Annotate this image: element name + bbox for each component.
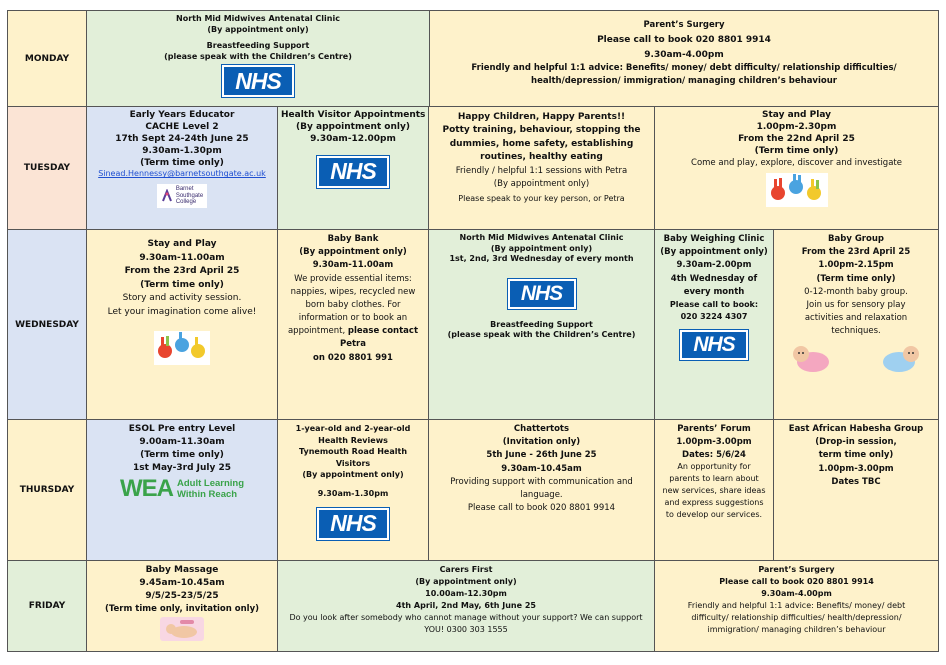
surgery-phone: Please call to book 020 8801 9914 — [719, 577, 874, 586]
habesha-time: 1.00pm-3.00pm — [818, 463, 894, 474]
chatter-phone-text: Please call to book 020 8801 9914 — [467, 503, 616, 514]
contact-email-link[interactable]: Sinead.Hennessy@barnetsouthgate.ac.uk — [98, 169, 266, 179]
college-name-1: Barnet — [175, 185, 194, 192]
surgery-title: Parent’s Surgery — [758, 565, 835, 574]
surgery-advice-3: immigration/ managing children’s behaviour — [707, 625, 886, 634]
stay-desc-2: Let your imagination come alive! — [107, 306, 257, 317]
weigh-week: 4th Wednesday of — [670, 273, 758, 284]
reviews-time: 9.30am-1.30pm — [317, 488, 389, 498]
bank-title: Baby Bank — [327, 234, 379, 244]
appointment-note: (By appointment only) — [299, 247, 407, 258]
handprints-icon — [154, 331, 210, 365]
group-desc-4: techniques. — [831, 326, 881, 337]
habesha-dates: Dates TBC — [831, 476, 881, 487]
reviews-title-4: Visitors — [335, 458, 371, 468]
group-title: Baby Group — [828, 234, 884, 244]
habesha-term: term time only) — [818, 450, 894, 461]
baby-pink-icon — [791, 342, 831, 374]
group-from: From the 23rd April 25 — [801, 247, 911, 258]
reviews-title-2: Health Reviews — [318, 435, 388, 445]
tuesday-health-visitor — [277, 106, 429, 230]
appointment-note: (By appointment only) — [415, 577, 517, 586]
thursday-esol — [86, 419, 278, 561]
handprints-icon — [766, 173, 828, 207]
surgery-time: 9.30am-4.00pm — [644, 49, 724, 60]
happy-desc-6: Please speak to your key person, or Petra — [458, 194, 625, 204]
stay-from: From the 23rd April 25 — [124, 266, 240, 276]
course-title: Early Years Educator — [129, 110, 235, 120]
term-note: (Term time only) — [816, 273, 896, 284]
bank-desc-5 — [281, 325, 425, 338]
hv-title: Health Visitor Appointments — [281, 110, 426, 120]
wea-tagline-2: Within Reach — [176, 489, 238, 501]
wednesday-baby-group — [773, 229, 939, 420]
thursday-chattertots — [428, 419, 655, 561]
clinic-weeks: 1st, 2nd, 3rd Wednesday of every month — [449, 254, 634, 264]
baby-blue-icon — [881, 342, 921, 374]
wednesday-stay-and-play — [86, 229, 278, 420]
nhs-logo: NHS — [317, 156, 389, 188]
chatter-time: 9.30am-10.45am — [501, 463, 582, 474]
bank-contact: please contact — [347, 326, 419, 337]
college-name-2: Southgate — [175, 192, 204, 199]
course-dates: 17th Sept 24-24th June 25 — [115, 133, 249, 144]
day-label: WEDNESDAY — [15, 319, 79, 330]
stay-desc: Come and play, explore, discover and investigate — [691, 157, 902, 168]
esol-dates: 1st May-3rd July 25 — [132, 463, 232, 474]
appointment-note: (By appointment only) — [302, 470, 404, 480]
day-friday — [7, 560, 87, 652]
happy-desc-1: Potty training, behaviour, stopping the — [442, 125, 641, 136]
nhs-logo: NHS — [508, 279, 576, 309]
esol-title: ESOL Pre entry Level — [128, 424, 236, 434]
carers-title: Carers First — [439, 565, 493, 574]
breastfeeding-note: (please speak with the Children’s Centre) — [447, 330, 636, 340]
term-note: (Term time only) — [140, 157, 224, 168]
bank-time: 9.30am-11.00am — [312, 260, 394, 271]
forum-desc-5: to develop our services. — [665, 510, 763, 520]
surgery-advice-cont: health/depression/ immigration/ managing children’s behaviour — [531, 75, 837, 86]
happy-desc-5: (By appointment only) — [493, 179, 590, 190]
bank-desc-2: nappies, wipes, recycled new — [290, 286, 416, 297]
group-time: 1.00pm-2.15pm — [818, 260, 894, 271]
forum-desc-3: new services, share ideas — [662, 486, 766, 496]
stay-time: 9.30am-11.00am — [139, 252, 225, 263]
surgery-time: 9.30am-4.00pm — [761, 589, 832, 598]
forum-desc-1: An opportunity for — [677, 462, 751, 472]
forum-desc-2: parents to learn about — [669, 474, 759, 484]
tuesday-early-years-educator — [86, 106, 278, 230]
massage-term: (Term time only, invitation only) — [104, 604, 260, 615]
monday-antenatal-clinic — [86, 10, 430, 107]
weigh-time: 9.30am-2.00pm — [676, 260, 752, 271]
carers-time: 10.00am-12.30pm — [425, 589, 507, 598]
tuesday-happy-children — [428, 106, 655, 230]
forum-title: Parents’ Forum — [677, 424, 751, 434]
day-monday — [7, 10, 87, 107]
carers-dates: 4th April, 2nd May, 6th June 25 — [396, 601, 536, 610]
nhs-logo: NHS — [680, 330, 748, 360]
carers-desc-1: Do you look after somebody who cannot manage without your support? We can support — [289, 613, 643, 622]
happy-desc-4: Friendly / helpful 1:1 sessions with Petra — [455, 165, 628, 176]
group-desc-2: Join us for sensory play — [806, 299, 906, 310]
tuesday-stay-and-play — [654, 106, 939, 230]
habesha-title: East African Habesha Group — [788, 424, 924, 434]
clinic-title: North Mid Midwives Antenatal Clinic — [176, 14, 340, 23]
breastfeeding-title: Breastfeeding Support — [490, 319, 593, 329]
appointment-note: (By appointment only) — [296, 121, 410, 132]
group-desc-3: activities and relaxation — [804, 313, 908, 324]
reviews-title-1: 1-year-old and 2-year-old — [295, 424, 411, 433]
weigh-title: Baby Weighing Clinic — [663, 234, 765, 244]
weigh-phone: 020 3224 4307 — [680, 312, 748, 322]
habesha-drop: (Drop-in session, — [815, 437, 897, 448]
chatter-desc-1: Providing support with communication and — [450, 476, 633, 487]
course-level: CACHE Level 2 — [145, 121, 219, 132]
term-note: (Term time only) — [754, 145, 839, 156]
nhs-logo: NHS — [317, 508, 389, 540]
term-note: (Term time only) — [140, 450, 224, 461]
stay-desc-1: Story and activity session. — [122, 293, 242, 303]
college-name-3: College — [175, 199, 197, 206]
chatter-dates: 5th June - 26th June 25 — [486, 450, 597, 461]
wea-mark: WEA — [119, 475, 173, 503]
day-label: MONDAY — [24, 53, 70, 64]
barnet-southgate-logo — [157, 184, 207, 208]
day-label: THURSDAY — [19, 485, 75, 495]
wea-tagline-1: Adult Learning — [176, 477, 245, 489]
wednesday-baby-bank — [277, 229, 429, 420]
baby-massage-icon — [160, 617, 204, 641]
invitation-note: (Invitation only) — [502, 437, 581, 448]
friday-carers-first — [277, 560, 655, 652]
term-note: (Term time only) — [140, 279, 224, 290]
weigh-book: Please call to book: — [669, 299, 759, 309]
bank-desc-5a: appointment, — [287, 326, 348, 337]
surgery-title: Parent’s Surgery — [643, 20, 725, 30]
friday-baby-massage — [86, 560, 278, 652]
forum-time: 1.00pm-3.00pm — [676, 436, 752, 447]
surgery-phone: Please call to book 020 8801 9914 — [597, 35, 771, 46]
surgery-advice: Friendly and helpful 1:1 advice: Benefits/ money/ debt difficulty/ relationship difficulties/ — [471, 62, 897, 73]
stay-time: 1.00pm-2.30pm — [756, 121, 837, 132]
friday-parents-surgery — [654, 560, 939, 652]
weigh-week-cont: every month — [683, 286, 745, 297]
reviews-title-3: Tynemouth Road Health — [298, 447, 408, 457]
day-wednesday — [7, 229, 87, 420]
appointment-note: (By appointment only) — [207, 24, 309, 34]
monday-parents-surgery — [429, 10, 939, 107]
wednesday-antenatal-clinic — [428, 229, 655, 420]
day-label: FRIDAY — [28, 601, 66, 611]
happy-title: Happy Children, Happy Parents!! — [457, 112, 626, 122]
stay-title: Stay and Play — [762, 110, 831, 120]
forum-dates: Dates: 5/6/24 — [682, 449, 746, 460]
breastfeeding-note: (please speak with the Children’s Centre) — [164, 51, 352, 61]
chatter-desc-2: language. — [520, 489, 563, 500]
forum-desc-4: and express suggestions — [664, 498, 764, 508]
day-thursday — [7, 419, 87, 561]
stay-title: Stay and Play — [147, 239, 217, 249]
esol-time: 9.00am-11.30am — [139, 437, 225, 448]
thursday-health-reviews — [277, 419, 429, 561]
bank-desc-3: born baby clothes. For — [305, 299, 401, 310]
bank-contact-name: Petra — [340, 339, 366, 350]
hv-time: 9.30am-12.00pm — [310, 133, 396, 144]
appointment-note: (By appointment only) — [490, 243, 593, 253]
chatter-phone — [432, 502, 651, 515]
chatter-title: Chattertots — [513, 424, 570, 434]
bank-desc-1: We provide essential items: — [294, 273, 412, 284]
thursday-habesha-group — [773, 419, 939, 561]
carers-desc-2: YOU! 0300 303 1555 — [424, 625, 508, 634]
surgery-advice-1: Friendly and helpful 1:1 advice: Benefits/ money/ debt — [687, 601, 906, 610]
college-icon — [161, 189, 173, 203]
massage-title: Baby Massage — [145, 565, 219, 575]
massage-dates: 9/5/25-23/5/25 — [145, 591, 219, 602]
day-tuesday — [7, 106, 87, 230]
thursday-parents-forum — [654, 419, 774, 561]
bank-phone: on 020 8801 991 — [313, 352, 393, 363]
happy-desc-3: routines, healthy eating — [480, 152, 603, 163]
bank-desc-4: information or to book an — [298, 313, 408, 324]
clinic-title: North Mid Midwives Antenatal Clinic — [459, 233, 624, 242]
nhs-logo: NHS — [222, 65, 294, 97]
massage-time: 9.45am-10.45am — [139, 578, 225, 589]
course-time: 9.30am-1.30pm — [142, 145, 222, 156]
wednesday-baby-weighing — [654, 229, 774, 420]
happy-desc-2: dummies, home safety, establishing — [449, 138, 634, 149]
wea-logo — [120, 477, 244, 501]
group-desc-1: 0-12-month baby group. — [804, 286, 908, 297]
appointment-note: (By appointment only) — [660, 247, 768, 258]
stay-from: From the 22nd April 25 — [738, 133, 855, 144]
day-label: TUESDAY — [23, 163, 71, 173]
surgery-advice-2: difficulty/ relationship difficulties/ health/depression/ — [691, 613, 902, 622]
breastfeeding-title: Breastfeeding Support — [206, 41, 310, 51]
